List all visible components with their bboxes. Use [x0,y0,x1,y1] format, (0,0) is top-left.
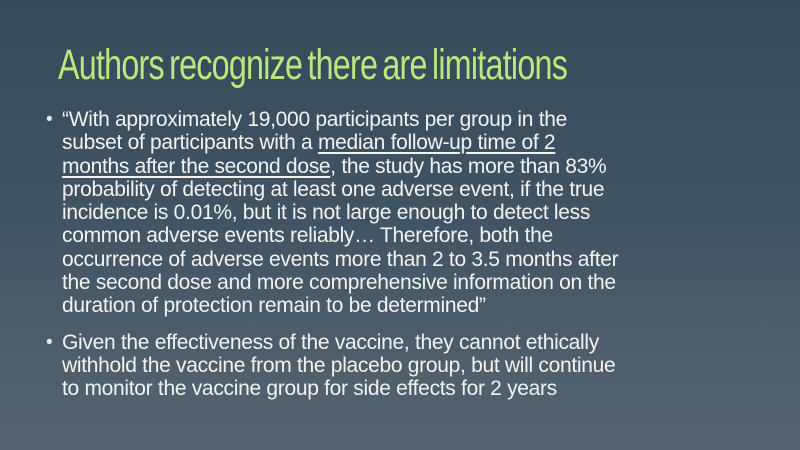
underlined-text-segment: median follow-up time of 2 [317,131,556,155]
text-segment: withhold the vaccine from the placebo group, but will continue [62,353,616,377]
bullet-line [62,271,618,294]
text-segment: probability of detecting at least one adverse event, if the true [62,177,605,201]
text-segment: incidence is 0.01%, but it is not large enough to detect less [62,201,591,225]
bullet-line [62,178,618,201]
text-segment: duration of protection remain to be determined” [62,294,486,318]
bullet-list [46,108,618,401]
bullet-line [62,224,618,247]
bullet-line [62,131,618,154]
text-segment: Given the effectiveness of the vaccine, they cannot ethically [62,330,599,354]
bullet-line [62,201,618,224]
slide-title: Authors recognize there are limitations [58,41,568,89]
text-segment: the second dose and more comprehensive information on the [62,271,616,295]
bullet-line [62,155,618,178]
text-segment: subset of participants with a [62,131,318,155]
bullet-dot-icon: • [46,109,53,130]
text-segment: occurrence of adverse events more than 2 to 3.5 months after [62,247,619,271]
bullet-line [62,294,618,317]
bullet-line [62,377,618,400]
bullet-line [62,248,618,271]
bullet-dot-icon: • [46,331,53,353]
bullet-item [46,108,618,318]
text-segment: to monitor the vaccine group for side effects for 2 years [62,377,557,401]
text-segment: common adverse events reliably… Therefore, both the [62,224,553,248]
bullet-line [62,331,618,354]
bullet-line [62,354,618,377]
text-segment: “With approximately 19,000 participants per group in the [62,108,567,131]
bullet-line [62,108,618,131]
underlined-text-segment: months after the second dose [62,154,331,178]
bullet-item [46,331,618,401]
text-segment: , the study has more than 83% [330,154,607,178]
